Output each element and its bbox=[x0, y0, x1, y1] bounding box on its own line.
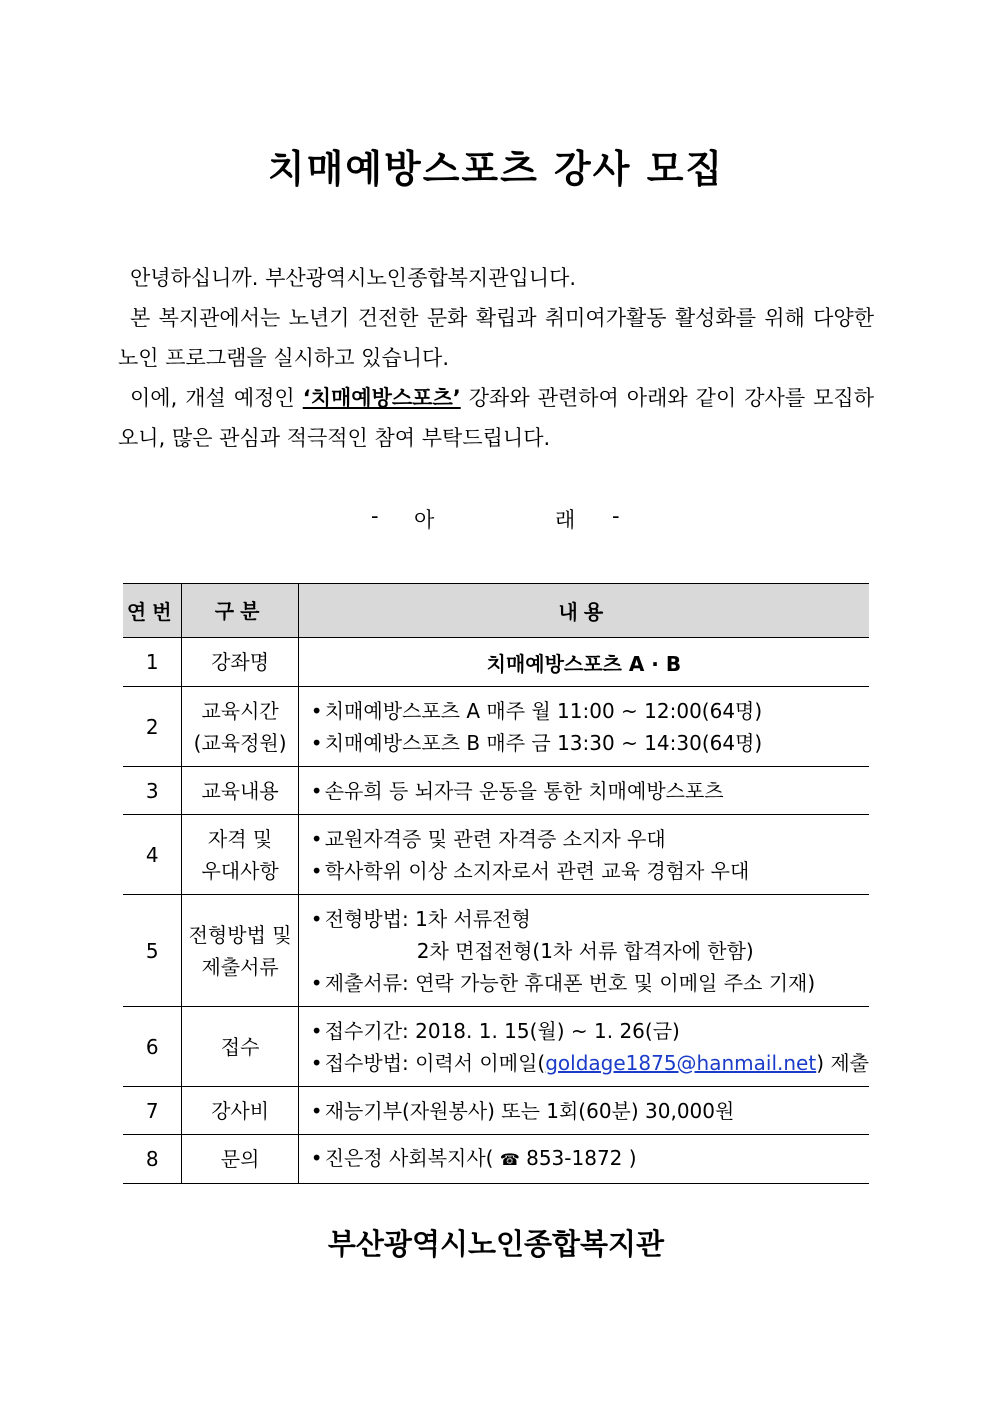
recruitment-table bbox=[123, 583, 869, 1184]
row-category: 문의 bbox=[182, 1135, 298, 1184]
row-category: 접수 bbox=[182, 1007, 298, 1087]
row-content bbox=[298, 815, 869, 895]
category-line: 자격 및 bbox=[207, 826, 273, 851]
content-text: 학사학위 이상 소지자로서 관련 교육 경험자 우대 bbox=[324, 858, 750, 883]
content-text: 교원자격증 및 관련 자격증 소지자 우대 bbox=[324, 826, 666, 851]
table-header-row bbox=[123, 584, 869, 638]
intro-p3-end: 강좌와 관련하여 아래와 같이 강사를 모집하오니, 많은 관심과 적극적인 참여 부탁드립니다. bbox=[118, 386, 875, 450]
content-line bbox=[311, 1015, 869, 1047]
row-no: 8 bbox=[123, 1135, 182, 1184]
bullet-icon: • bbox=[310, 1098, 323, 1123]
bullet-icon: • bbox=[310, 1018, 323, 1043]
row-category bbox=[182, 815, 298, 895]
row-content bbox=[298, 1007, 869, 1087]
phone-icon: ☎ bbox=[499, 1150, 520, 1169]
intro-section bbox=[118, 258, 874, 458]
bullet-icon: • bbox=[310, 698, 323, 723]
row-no: 1 bbox=[123, 638, 182, 687]
content-line bbox=[311, 855, 869, 887]
row-no: 3 bbox=[123, 767, 182, 815]
content-line bbox=[311, 967, 869, 999]
content-line bbox=[311, 823, 869, 855]
bullet-icon: • bbox=[310, 970, 323, 995]
table-row bbox=[123, 687, 869, 767]
content-line bbox=[311, 695, 869, 727]
row-content bbox=[298, 895, 869, 1007]
content-text: 접수기간: 2018. 1. 15(월) ~ 1. 26(금) bbox=[324, 1018, 680, 1043]
content-line bbox=[311, 775, 869, 807]
category-line: 제출서류 bbox=[201, 954, 279, 979]
content-text: 치매예방스포츠 A 매주 월 11:00 ~ 12:00(64명) bbox=[324, 698, 763, 723]
category-line: 우대사항 bbox=[201, 858, 279, 883]
table-row bbox=[123, 1087, 869, 1135]
notice-heading bbox=[0, 500, 992, 536]
content-line bbox=[311, 1142, 869, 1176]
content-line bbox=[311, 1095, 869, 1127]
row-no: 7 bbox=[123, 1087, 182, 1135]
content-text: 재능기부(자원봉사) 또는 1회(60분) 30,000원 bbox=[324, 1098, 735, 1123]
row-content bbox=[298, 1135, 869, 1184]
content-text: 손유희 등 뇌자극 운동을 통한 치매예방스포츠 bbox=[324, 778, 724, 803]
row-category: 교육내용 bbox=[182, 767, 298, 815]
content-text: 접수방법: 이력서 이메일( bbox=[324, 1050, 546, 1075]
intro-greeting: 안녕하십니까. 부산광역시노인종합복지관입니다. bbox=[130, 266, 577, 290]
program-name-emphasis: ‘치매예방스포츠’ bbox=[302, 386, 461, 410]
category-line: 교육시간 bbox=[201, 698, 279, 723]
header-content: 내용 bbox=[298, 584, 869, 638]
intro-p3-start: 이에, 개설 예정인 bbox=[130, 386, 303, 410]
bullet-icon: • bbox=[310, 1050, 323, 1075]
row-content: 치매예방스포츠 A · B bbox=[298, 638, 869, 687]
content-text: 치매예방스포츠 B 매주 금 13:30 ~ 14:30(64명) bbox=[324, 730, 763, 755]
document-title: 치매예방스포츠 강사 모집 bbox=[267, 147, 725, 191]
row-no: 6 bbox=[123, 1007, 182, 1087]
table-row bbox=[123, 895, 869, 1007]
table-row bbox=[123, 767, 869, 815]
content-continuation: 2차 면접전형(1차 서류 합격자에 한함) bbox=[416, 938, 754, 963]
bullet-icon: • bbox=[310, 1146, 323, 1170]
notice-char-b: 래 bbox=[555, 508, 576, 532]
content-line bbox=[311, 903, 869, 935]
row-no: 4 bbox=[123, 815, 182, 895]
intro-paragraph-3 bbox=[118, 378, 874, 458]
content-text: ) 제출 bbox=[816, 1050, 869, 1075]
content-line bbox=[311, 727, 869, 759]
table-row bbox=[123, 815, 869, 895]
row-content bbox=[298, 687, 869, 767]
content-text: 진은정 사회복지사( bbox=[324, 1146, 500, 1170]
content-text: 853-1872 ) bbox=[519, 1146, 637, 1170]
header-category: 구분 bbox=[182, 584, 298, 638]
row-category bbox=[182, 687, 298, 767]
row-content bbox=[298, 1087, 869, 1135]
notice-dash-left: - bbox=[371, 504, 379, 528]
row-category: 강사비 bbox=[182, 1087, 298, 1135]
category-line: (교육정원) bbox=[193, 730, 287, 755]
header-no: 연번 bbox=[123, 584, 182, 638]
bullet-icon: • bbox=[310, 858, 323, 883]
table-row bbox=[123, 1135, 869, 1184]
bullet-icon: • bbox=[310, 906, 323, 931]
content-line bbox=[311, 1047, 869, 1079]
bullet-icon: • bbox=[310, 826, 323, 851]
table-row bbox=[123, 638, 869, 687]
notice-char-a: 아 bbox=[414, 508, 435, 532]
notice-dash-right: - bbox=[612, 504, 620, 528]
row-category: 강좌명 bbox=[182, 638, 298, 687]
email-link[interactable]: goldage1875@hanmail.net bbox=[545, 1050, 817, 1075]
content-text: 전형방법: 1차 서류전형 bbox=[324, 906, 531, 931]
bullet-icon: • bbox=[310, 730, 323, 755]
category-line: 전형방법 및 bbox=[188, 922, 292, 947]
row-content bbox=[298, 767, 869, 815]
row-no: 5 bbox=[123, 895, 182, 1007]
row-no: 2 bbox=[123, 687, 182, 767]
intro-paragraph-2: 본 복지관에서는 노년기 건전한 문화 확립과 취미여가활동 활성화를 위해 다양한 노인 프로그램을 실시하고 있습니다. bbox=[118, 306, 874, 370]
row-category bbox=[182, 895, 298, 1007]
bullet-icon: • bbox=[310, 778, 323, 803]
table-row bbox=[123, 1007, 869, 1087]
content-text: 제출서류: 연락 가능한 휴대폰 번호 및 이메일 주소 기재) bbox=[324, 970, 816, 995]
organization-name: 부산광역시노인종합복지관 bbox=[327, 1227, 665, 1261]
